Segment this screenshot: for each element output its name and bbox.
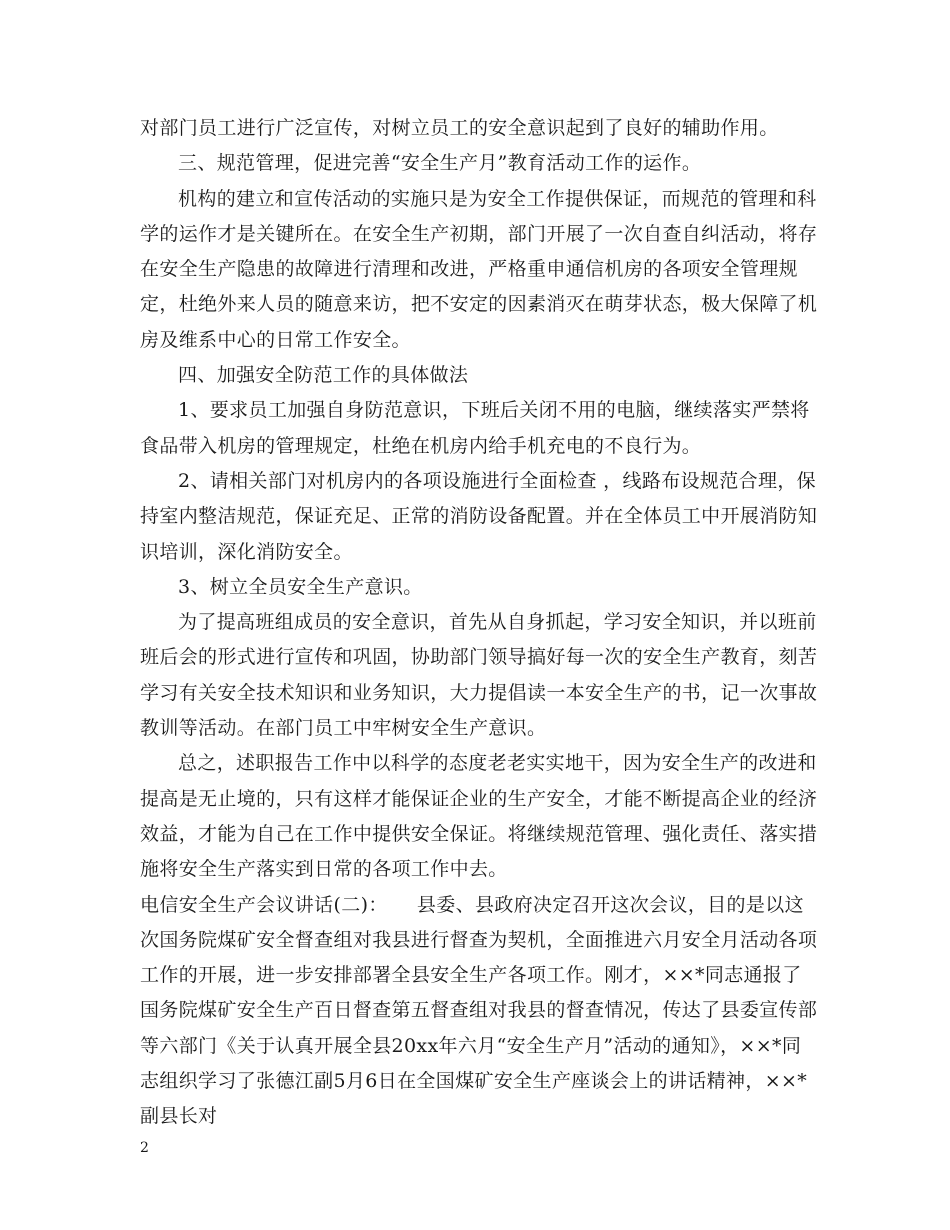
list-item-2: 2、请相关部门对机房内的各项设施进行全面检查 ，线路布设规范合理，保持室内整洁规范，保证充足、正常的消防设备配置。并在全体员工中开展消防知识培训，深化消防安全。 bbox=[140, 469, 818, 563]
list-item-3: 3、树立全员安全生产意识。 bbox=[178, 575, 423, 598]
paragraph-continuation: 对部门员工进行广泛宣传，对树立员工的安全意识起到了良好的辅助作用。 bbox=[140, 117, 779, 139]
section-heading-4: 四、加强安全防范工作的具体做法 bbox=[178, 364, 469, 387]
page-number: 2 bbox=[140, 1140, 149, 1156]
paragraph-standardized-management: 机构的建立和宣传活动的实施只是为安全工作提供保证，而规范的管理和科学的运作才是关键所在。在安全生产初期，部门开展了一次自查自纠活动，将存在安全生产隐患的故障进行清理和改进，严格重申通信机房的各项安全管理规定，杜绝外来人员的随意来访，把不安定的因素消灭在萌芽状态，极大保障了机房及维系中心的日常工作安全。 bbox=[140, 187, 818, 351]
document-body bbox=[140, 111, 820, 1135]
section-heading-3: 三、规范管理，促进完善“安全生产月”教育活动工作的运作。 bbox=[178, 152, 702, 175]
list-item-1: 1、要求员工加强自身防范意识，下班后关闭不用的电脑，继续落实严禁将食品带入机房的管理规定，杜绝在机房内给手机充电的不良行为。 bbox=[140, 399, 810, 457]
paragraph-safety-awareness: 为了提高班组成员的安全意识，首先从自身抓起，学习安全知识，并以班前班后会的形式进行宣传和巩固，协助部门领导搞好每一次的安全生产教育，刻苦学习有关安全技术知识和业务知识，大力提倡读一本安全生产的书，记一次事故教训等活动。在部门员工中牢树安全生产意识。 bbox=[140, 611, 818, 740]
paragraph-summary: 总之，述职报告工作中以科学的态度老老实实地干，因为安全生产的改进和提高是无止境的，只有这样才能保证企业的生产安全，才能不断提高企业的经济效益，才能为自己在工作中提供安全保证。将继续规范管理、强化责任、落实措施将安全生产落实到日常的各项工作中去。 bbox=[140, 752, 818, 881]
paragraph-meeting-speech: 电信安全生产会议讲话(二)： 县委、县政府决定召开这次会议，目的是以这次国务院煤矿安全督查组对我县进行督查为契机，全面推进六月安全月活动各项工作的开展，进一步安排部署全县安全生产各项工作。刚才，××*同志通报了国务院煤矿安全生产百日督查第五督查组对我县的督查情况，传达了县委宣传部等六部门《关于认真开展全县20xx年六月“安全生产月”活动的通知》，××*同志组织学习了张德江副5月6日在全国煤矿安全生产座谈会上的讲话精神，××*副县长对 bbox=[140, 893, 818, 1128]
